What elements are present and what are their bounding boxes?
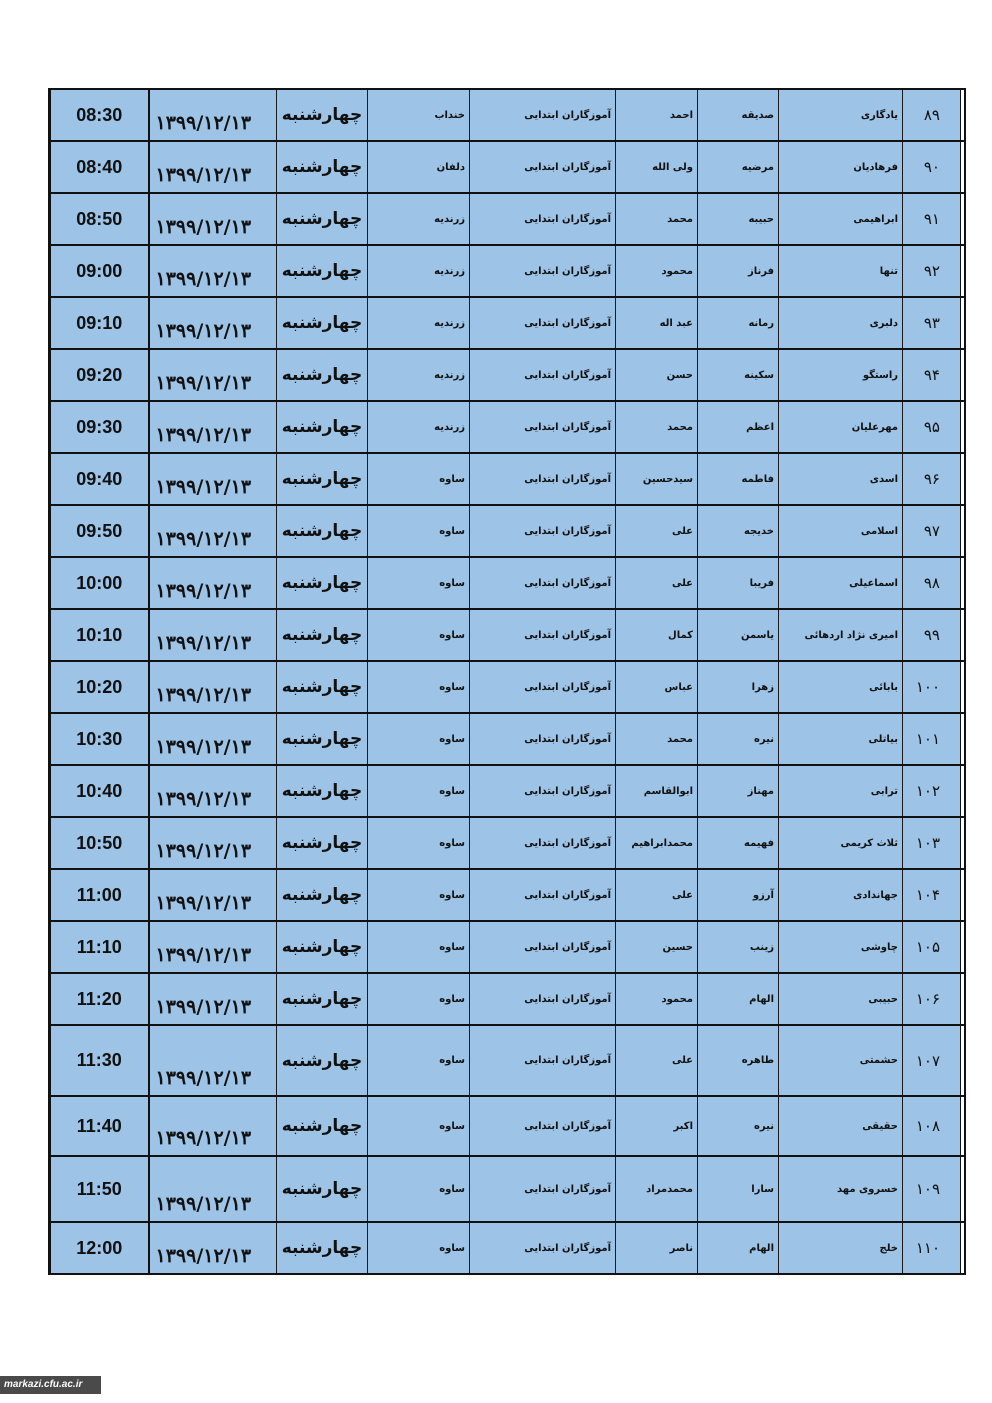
city-cell: زرندیه	[368, 297, 470, 349]
father-name-cell: محمدابراهیم	[616, 817, 698, 869]
first-name-cell: سارا	[698, 1156, 779, 1222]
city-cell: ساوه	[368, 817, 470, 869]
table-row	[50, 245, 965, 297]
first-name-cell: زینب	[698, 921, 779, 973]
category-cell: آموزگاران ابتدایی	[470, 245, 616, 297]
row-number-cell: ۱۰۱	[903, 713, 961, 765]
category-cell: آموزگاران ابتدایی	[470, 765, 616, 817]
row-number-cell: ۹۲	[903, 245, 961, 297]
last-name-cell: ثلاث کریمی	[779, 817, 903, 869]
edge-cell	[961, 921, 965, 973]
category-cell: آموزگاران ابتدایی	[470, 89, 616, 141]
row-number-cell: ۹۸	[903, 557, 961, 609]
table-row	[50, 1156, 965, 1222]
weekday-cell: چهارشنبه	[277, 1025, 368, 1096]
edge-cell	[961, 245, 965, 297]
category-cell: آموزگاران ابتدایی	[470, 297, 616, 349]
row-number-cell: ۹۵	[903, 401, 961, 453]
first-name-cell: الهام	[698, 973, 779, 1025]
father-name-cell: حسین	[616, 921, 698, 973]
last-name-cell: حبیبی	[779, 973, 903, 1025]
table-row	[50, 557, 965, 609]
city-cell: ساوه	[368, 765, 470, 817]
weekday-cell: چهارشنبه	[277, 193, 368, 245]
time-cell: 10:20	[50, 661, 149, 713]
first-name-cell: فریبا	[698, 557, 779, 609]
first-name-cell: طاهره	[698, 1025, 779, 1096]
father-name-cell: ناصر	[616, 1222, 698, 1274]
time-cell: 11:20	[50, 973, 149, 1025]
father-name-cell: محمد	[616, 713, 698, 765]
table-row	[50, 973, 965, 1025]
time-cell: 10:30	[50, 713, 149, 765]
category-cell: آموزگاران ابتدایی	[470, 817, 616, 869]
row-number-cell: ۹۳	[903, 297, 961, 349]
city-cell: ساوه	[368, 1096, 470, 1156]
edge-cell	[961, 713, 965, 765]
last-name-cell: خلج	[779, 1222, 903, 1274]
date-cell: ۱۳۹۹/۱۲/۱۳	[149, 453, 277, 505]
last-name-cell: حشمتی	[779, 1025, 903, 1096]
date-cell: ۱۳۹۹/۱۲/۱۳	[149, 817, 277, 869]
edge-cell	[961, 1156, 965, 1222]
category-cell: آموزگاران ابتدایی	[470, 661, 616, 713]
weekday-cell: چهارشنبه	[277, 245, 368, 297]
father-name-cell: محمد	[616, 401, 698, 453]
city-cell: ساوه	[368, 1025, 470, 1096]
father-name-cell: علی	[616, 505, 698, 557]
category-cell: آموزگاران ابتدایی	[470, 1156, 616, 1222]
edge-cell	[961, 765, 965, 817]
last-name-cell: امیری نژاد اردهائی	[779, 609, 903, 661]
date-cell: ۱۳۹۹/۱۲/۱۳	[149, 505, 277, 557]
edge-cell	[961, 505, 965, 557]
time-cell: 11:10	[50, 921, 149, 973]
city-cell: دلفان	[368, 141, 470, 193]
first-name-cell: فاطمه	[698, 453, 779, 505]
row-number-cell: ۱۰۷	[903, 1025, 961, 1096]
table-row	[50, 1222, 965, 1274]
row-number-cell: ۱۰۶	[903, 973, 961, 1025]
father-name-cell: ولی الله	[616, 141, 698, 193]
last-name-cell: تنها	[779, 245, 903, 297]
time-cell: 11:00	[50, 869, 149, 921]
table-row	[50, 609, 965, 661]
date-cell: ۱۳۹۹/۱۲/۱۳	[149, 401, 277, 453]
first-name-cell: زهرا	[698, 661, 779, 713]
schedule-table	[48, 88, 966, 1275]
weekday-cell: چهارشنبه	[277, 1222, 368, 1274]
table-row	[50, 765, 965, 817]
table-row	[50, 1096, 965, 1156]
table-row	[50, 349, 965, 401]
weekday-cell: چهارشنبه	[277, 1156, 368, 1222]
table-row	[50, 661, 965, 713]
date-cell: ۱۳۹۹/۱۲/۱۳	[149, 349, 277, 401]
row-number-cell: ۱۰۰	[903, 661, 961, 713]
father-name-cell: محمود	[616, 973, 698, 1025]
city-cell: زرندیه	[368, 245, 470, 297]
row-number-cell: ۹۱	[903, 193, 961, 245]
row-number-cell: ۱۰۵	[903, 921, 961, 973]
date-cell: ۱۳۹۹/۱۲/۱۳	[149, 1025, 277, 1096]
city-cell: ساوه	[368, 1222, 470, 1274]
edge-cell	[961, 869, 965, 921]
first-name-cell: رمانه	[698, 297, 779, 349]
table-row	[50, 297, 965, 349]
father-name-cell: احمد	[616, 89, 698, 141]
last-name-cell: بیاتلی	[779, 713, 903, 765]
table-row	[50, 869, 965, 921]
schedule-rows	[50, 89, 965, 1274]
date-cell: ۱۳۹۹/۱۲/۱۳	[149, 609, 277, 661]
row-number-cell: ۸۹	[903, 89, 961, 141]
row-number-cell: ۹۹	[903, 609, 961, 661]
weekday-cell: چهارشنبه	[277, 661, 368, 713]
time-cell: 09:30	[50, 401, 149, 453]
weekday-cell: چهارشنبه	[277, 1096, 368, 1156]
time-cell: 11:30	[50, 1025, 149, 1096]
weekday-cell: چهارشنبه	[277, 297, 368, 349]
last-name-cell: اسماعیلی	[779, 557, 903, 609]
last-name-cell: خسروی مهد	[779, 1156, 903, 1222]
category-cell: آموزگاران ابتدایی	[470, 349, 616, 401]
time-cell: 10:50	[50, 817, 149, 869]
date-cell: ۱۳۹۹/۱۲/۱۳	[149, 1156, 277, 1222]
first-name-cell: مهناز	[698, 765, 779, 817]
edge-cell	[961, 973, 965, 1025]
city-cell: ساوه	[368, 1156, 470, 1222]
last-name-cell: مهرعلیان	[779, 401, 903, 453]
category-cell: آموزگاران ابتدایی	[470, 505, 616, 557]
last-name-cell: اسدی	[779, 453, 903, 505]
table-row	[50, 505, 965, 557]
weekday-cell: چهارشنبه	[277, 869, 368, 921]
row-number-cell: ۹۰	[903, 141, 961, 193]
category-cell: آموزگاران ابتدایی	[470, 453, 616, 505]
weekday-cell: چهارشنبه	[277, 89, 368, 141]
last-name-cell: یادگاری	[779, 89, 903, 141]
edge-cell	[961, 141, 965, 193]
table-row	[50, 401, 965, 453]
category-cell: آموزگاران ابتدایی	[470, 141, 616, 193]
date-cell: ۱۳۹۹/۱۲/۱۳	[149, 713, 277, 765]
category-cell: آموزگاران ابتدایی	[470, 401, 616, 453]
time-cell: 08:30	[50, 89, 149, 141]
weekday-cell: چهارشنبه	[277, 349, 368, 401]
date-cell: ۱۳۹۹/۱۲/۱۳	[149, 661, 277, 713]
date-cell: ۱۳۹۹/۱۲/۱۳	[149, 921, 277, 973]
row-number-cell: ۹۷	[903, 505, 961, 557]
edge-cell	[961, 1096, 965, 1156]
city-cell: ساوه	[368, 921, 470, 973]
city-cell: ساوه	[368, 505, 470, 557]
category-cell: آموزگاران ابتدایی	[470, 193, 616, 245]
date-cell: ۱۳۹۹/۱۲/۱۳	[149, 557, 277, 609]
edge-cell	[961, 193, 965, 245]
last-name-cell: حقیقی	[779, 1096, 903, 1156]
first-name-cell: الهام	[698, 1222, 779, 1274]
time-cell: 10:40	[50, 765, 149, 817]
edge-cell	[961, 817, 965, 869]
first-name-cell: نیره	[698, 713, 779, 765]
father-name-cell: کمال	[616, 609, 698, 661]
table-row	[50, 1025, 965, 1096]
edge-cell	[961, 297, 965, 349]
father-name-cell: محمود	[616, 245, 698, 297]
date-cell: ۱۳۹۹/۱۲/۱۳	[149, 245, 277, 297]
table-row	[50, 817, 965, 869]
date-cell: ۱۳۹۹/۱۲/۱۳	[149, 89, 277, 141]
weekday-cell: چهارشنبه	[277, 505, 368, 557]
date-cell: ۱۳۹۹/۱۲/۱۳	[149, 297, 277, 349]
row-number-cell: ۱۰۹	[903, 1156, 961, 1222]
weekday-cell: چهارشنبه	[277, 817, 368, 869]
last-name-cell: بابائی	[779, 661, 903, 713]
date-cell: ۱۳۹۹/۱۲/۱۳	[149, 141, 277, 193]
edge-cell	[961, 557, 965, 609]
time-cell: 09:40	[50, 453, 149, 505]
last-name-cell: فرهادیان	[779, 141, 903, 193]
last-name-cell: جهاندادی	[779, 869, 903, 921]
edge-cell	[961, 609, 965, 661]
father-name-cell: عبد اله	[616, 297, 698, 349]
category-cell: آموزگاران ابتدایی	[470, 1096, 616, 1156]
category-cell: آموزگاران ابتدایی	[470, 557, 616, 609]
weekday-cell: چهارشنبه	[277, 713, 368, 765]
time-cell: 09:10	[50, 297, 149, 349]
weekday-cell: چهارشنبه	[277, 921, 368, 973]
first-name-cell: سکینه	[698, 349, 779, 401]
category-cell: آموزگاران ابتدایی	[470, 1222, 616, 1274]
time-cell: 08:50	[50, 193, 149, 245]
time-cell: 09:00	[50, 245, 149, 297]
first-name-cell: حبیبه	[698, 193, 779, 245]
table-row	[50, 453, 965, 505]
father-name-cell: علی	[616, 557, 698, 609]
row-number-cell: ۱۰۴	[903, 869, 961, 921]
weekday-cell: چهارشنبه	[277, 973, 368, 1025]
date-cell: ۱۳۹۹/۱۲/۱۳	[149, 1096, 277, 1156]
father-name-cell: علی	[616, 1025, 698, 1096]
row-number-cell: ۹۴	[903, 349, 961, 401]
edge-cell	[961, 1025, 965, 1096]
edge-cell	[961, 1222, 965, 1274]
category-cell: آموزگاران ابتدایی	[470, 869, 616, 921]
row-number-cell: ۱۰۳	[903, 817, 961, 869]
father-name-cell: عباس	[616, 661, 698, 713]
category-cell: آموزگاران ابتدایی	[470, 713, 616, 765]
edge-cell	[961, 661, 965, 713]
table-row	[50, 141, 965, 193]
category-cell: آموزگاران ابتدایی	[470, 1025, 616, 1096]
city-cell: ساوه	[368, 609, 470, 661]
city-cell: ساوه	[368, 453, 470, 505]
edge-cell	[961, 349, 965, 401]
weekday-cell: چهارشنبه	[277, 609, 368, 661]
last-name-cell: دلبری	[779, 297, 903, 349]
city-cell: زرندیه	[368, 349, 470, 401]
edge-cell	[961, 89, 965, 141]
father-name-cell: محمد	[616, 193, 698, 245]
row-number-cell: ۹۶	[903, 453, 961, 505]
row-number-cell: ۱۰۲	[903, 765, 961, 817]
weekday-cell: چهارشنبه	[277, 401, 368, 453]
first-name-cell: صدیقه	[698, 89, 779, 141]
first-name-cell: اعظم	[698, 401, 779, 453]
first-name-cell: مرضیه	[698, 141, 779, 193]
table-row	[50, 921, 965, 973]
city-cell: ساوه	[368, 713, 470, 765]
date-cell: ۱۳۹۹/۱۲/۱۳	[149, 973, 277, 1025]
time-cell: 09:20	[50, 349, 149, 401]
table-row	[50, 193, 965, 245]
city-cell: زرندیه	[368, 193, 470, 245]
date-cell: ۱۳۹۹/۱۲/۱۳	[149, 1222, 277, 1274]
row-number-cell: ۱۰۸	[903, 1096, 961, 1156]
time-cell: 11:40	[50, 1096, 149, 1156]
category-cell: آموزگاران ابتدایی	[470, 609, 616, 661]
first-name-cell: آرزو	[698, 869, 779, 921]
city-cell: ساوه	[368, 661, 470, 713]
first-name-cell: خدیجه	[698, 505, 779, 557]
edge-cell	[961, 453, 965, 505]
table-row	[50, 89, 965, 141]
first-name-cell: فرناز	[698, 245, 779, 297]
father-name-cell: حسن	[616, 349, 698, 401]
weekday-cell: چهارشنبه	[277, 557, 368, 609]
city-cell: ساوه	[368, 973, 470, 1025]
last-name-cell: اسلامی	[779, 505, 903, 557]
time-cell: 08:40	[50, 141, 149, 193]
category-cell: آموزگاران ابتدایی	[470, 973, 616, 1025]
date-cell: ۱۳۹۹/۱۲/۱۳	[149, 193, 277, 245]
city-cell: ساوه	[368, 869, 470, 921]
time-cell: 09:50	[50, 505, 149, 557]
first-name-cell: یاسمن	[698, 609, 779, 661]
city-cell: زرندیه	[368, 401, 470, 453]
city-cell: ساوه	[368, 557, 470, 609]
father-name-cell: سیدحسین	[616, 453, 698, 505]
time-cell: 10:00	[50, 557, 149, 609]
table-row	[50, 713, 965, 765]
first-name-cell: نیره	[698, 1096, 779, 1156]
father-name-cell: ابوالقاسم	[616, 765, 698, 817]
weekday-cell: چهارشنبه	[277, 453, 368, 505]
father-name-cell: اکبر	[616, 1096, 698, 1156]
row-number-cell: ۱۱۰	[903, 1222, 961, 1274]
weekday-cell: چهارشنبه	[277, 765, 368, 817]
last-name-cell: چاوشی	[779, 921, 903, 973]
weekday-cell: چهارشنبه	[277, 141, 368, 193]
time-cell: 10:10	[50, 609, 149, 661]
date-cell: ۱۳۹۹/۱۲/۱۳	[149, 765, 277, 817]
city-cell: خنداب	[368, 89, 470, 141]
last-name-cell: ابراهیمی	[779, 193, 903, 245]
category-cell: آموزگاران ابتدایی	[470, 921, 616, 973]
edge-cell	[961, 401, 965, 453]
last-name-cell: ترابی	[779, 765, 903, 817]
site-watermark: markazi.cfu.ac.ir	[0, 1376, 101, 1394]
time-cell: 12:00	[50, 1222, 149, 1274]
father-name-cell: علی	[616, 869, 698, 921]
first-name-cell: فهیمه	[698, 817, 779, 869]
father-name-cell: محمدمراد	[616, 1156, 698, 1222]
last-name-cell: راستگو	[779, 349, 903, 401]
time-cell: 11:50	[50, 1156, 149, 1222]
date-cell: ۱۳۹۹/۱۲/۱۳	[149, 869, 277, 921]
